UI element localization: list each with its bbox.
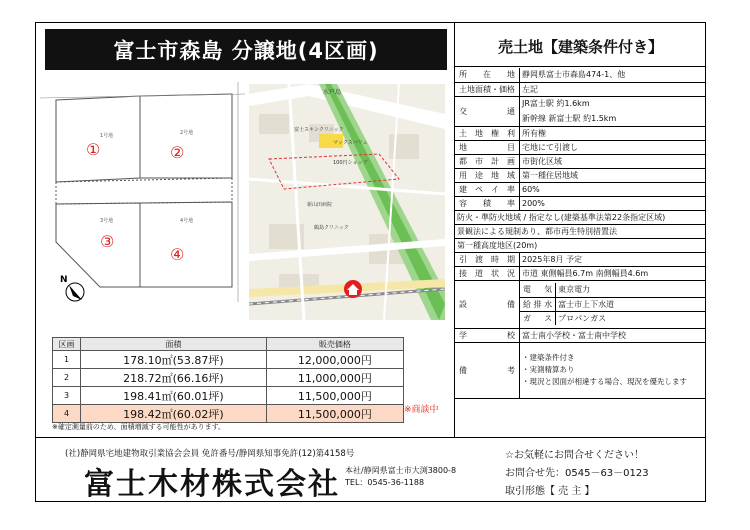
facilities-table: 電 気 東京電力 給 排 水 富士市上下水道 ガ ス プロパンガス — [520, 283, 706, 325]
area-note: ※確定測量前のため、面積増減する可能性があります。 — [52, 423, 226, 431]
lots-table — [52, 337, 404, 423]
map-label: マックスバリュ — [333, 140, 368, 146]
company-address — [345, 465, 456, 489]
spec-row: 第一種高度地区(20m) — [455, 238, 706, 252]
transaction-type: 取引形態【 売 主 】 — [505, 486, 595, 497]
spec-row: 所 在 地 静岡県富士市森島474-1、他 — [455, 68, 706, 82]
svg-text:2号地: 2号地 — [180, 130, 194, 136]
table-row: 3 198.41㎡(60.01坪) 11,500,000円 — [53, 387, 404, 405]
plot-map — [40, 82, 245, 322]
spec-row: 新幹線 新富士駅 約1.5km — [455, 111, 706, 126]
spec-row: 備 考 ・建築条件付き ・実測精算あり ・現況と図面が相違する場合、現況を優先します — [455, 342, 706, 398]
remark-item: ・建築条件付き — [522, 353, 575, 362]
spec-row: 土 地 権 利 所有権 — [455, 126, 706, 140]
inquiry-text: ☆お気軽にお問合せください！ — [505, 450, 644, 461]
remarks-list — [522, 352, 704, 388]
spec-row: 土地面積・価格 左記 — [455, 82, 706, 96]
spec-row: 接 道 状 況 市道 東側幅員6.7m 南側幅員4.6m — [455, 266, 706, 280]
spec-row: 都 市 計 画 市街化区域 — [455, 154, 706, 168]
remark-item: ・実測精算あり — [522, 365, 575, 374]
table-row: 2 218.72㎡(66.16坪) 11,000,000円 — [53, 369, 404, 387]
lot-1-label: ① — [86, 140, 101, 159]
divider — [35, 437, 706, 438]
lot-4-label: ④ — [170, 245, 185, 264]
spec-row: 引 渡 時 期 2025年8月 予定 — [455, 252, 706, 266]
map-label: 100円ショップ — [333, 160, 368, 166]
map-label: 新山田病院 — [307, 202, 333, 208]
spec-row: 交 通 JR富士駅 約1.6km — [455, 96, 706, 111]
spec-row: 建 ペ イ 率 60% — [455, 182, 706, 196]
spec-row: 設 備 電 気 東京電力 給 排 水 富士市上下水道 ガ ス プロパンガス — [455, 280, 706, 328]
spec-row: 学 校 富士南小学校・富士南中学校 — [455, 328, 706, 342]
page-title: 富士市森島 分譲地(4区画) — [45, 29, 447, 70]
svg-text:4号地: 4号地 — [180, 218, 194, 224]
spec-row: 用 途 地 域 第一種住居地域 — [455, 168, 706, 182]
table-row: 1 178.10㎡(53.87坪) 12,000,000円 — [53, 351, 404, 369]
location-map — [249, 84, 445, 320]
inquiry-phone: お問合せ先：0545－63－0123 — [505, 468, 649, 479]
col-header: 区画 — [53, 338, 81, 351]
spec-row: 容 積 率 200% — [455, 196, 706, 210]
status-badge: ※商談中 — [404, 405, 439, 415]
home-marker-icon — [344, 280, 362, 298]
address-line: 本社/静岡県富士市大渕3800-8 — [345, 466, 457, 475]
spec-row: 地 目 宅地にて引渡し — [455, 140, 706, 154]
spec-row: 景観法による規制あり、都市再生特別措置法 — [455, 224, 706, 238]
lot-2-label: ② — [170, 143, 185, 162]
svg-text:N: N — [60, 275, 68, 285]
map-label: 富士スキンクリニック — [294, 127, 344, 133]
north-arrow-icon — [60, 275, 84, 301]
map-label: 水戸島 — [323, 89, 342, 96]
spec-table — [455, 68, 706, 399]
spec-row: 防火・準防火地域 / 指定なし(建築基準法第22条指定区域) — [455, 210, 706, 224]
col-header: 販売価格 — [266, 338, 403, 351]
lot-3-label: ③ — [100, 232, 115, 251]
remark-item: ・現況と図面が相違する場合、現況を優先します — [522, 377, 687, 386]
map-label: 鶴島クリニック — [314, 225, 349, 231]
table-row: 4 198.42㎡(60.02坪) 11,500,000円 — [53, 405, 404, 423]
spec-title: 売土地【建築条件付き】 — [455, 27, 706, 67]
company-name: 富士木材株式会社 — [84, 467, 340, 502]
association-info: (社)静岡県宅地建物取引業協会会員 免許番号/静岡県知事免許(12)第4158号 — [65, 449, 355, 459]
svg-text:1号地: 1号地 — [100, 133, 114, 139]
col-header: 面積 — [81, 338, 267, 351]
svg-text:3号地: 3号地 — [100, 218, 114, 224]
contact-block — [505, 447, 649, 501]
tel-line: TEL：0545-36-1188 — [345, 478, 425, 487]
